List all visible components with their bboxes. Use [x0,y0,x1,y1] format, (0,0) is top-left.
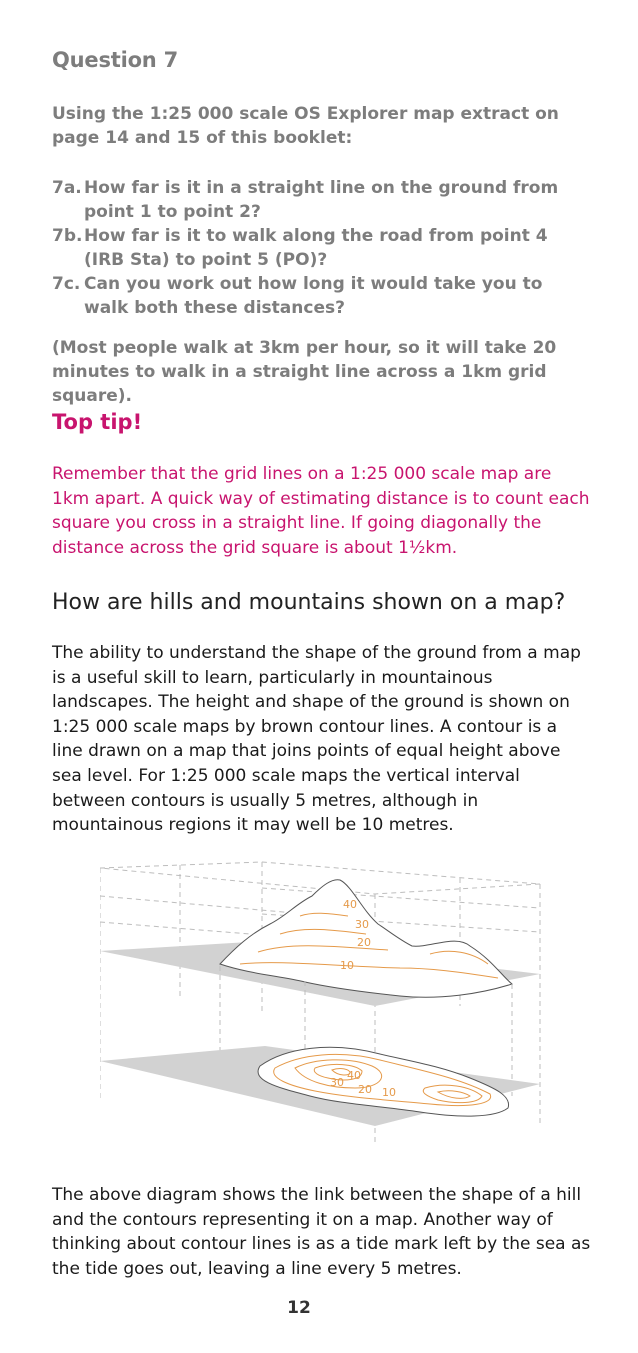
section-paragraph: The ability to understand the shape of the ground from a map is a useful skill to learn, particularly in mountainous landscapes. The height and shape of the ground is shown on 1:25 000 scale maps by brown contour lines. A contour is a line drawn on a map that joins points of equal height above sea level. For 1:25 000 scale maps the vertical interval between contours is usually 5 metres, although in mountainous regions it may well be 10 metres. [52,643,581,836]
question-item-7c [52,272,592,320]
walking-speed-note: (Most people walk at 3km per hour, so it will take 20 minutes to walk in a straight line across a 1km grid square). [52,338,557,406]
map-label: 30 [330,1076,344,1089]
question-item-7a [52,176,592,224]
section-heading: How are hills and mountains shown on a map? [52,590,566,615]
question-text: How far is it in a straight line on the ground from point 1 to point 2? [84,178,559,222]
question-list [52,176,592,320]
map-label: 10 [382,1086,396,1099]
question-number: 7a. [52,178,82,198]
question-intro: Using the 1:25 000 scale OS Explorer map extract on page 14 and 15 of this booklet: [52,104,559,148]
question-number: 7b. [52,226,83,246]
page-number: 12 [287,1298,311,1318]
question-text: How far is it to walk along the road from point 4 (IRB Sta) to point 5 (PO)? [84,226,548,270]
map-label: 40 [347,1069,361,1082]
question-item-7b [52,224,592,272]
hill-label: 20 [357,936,371,949]
hill-label: 40 [343,898,357,911]
hill-label: 10 [340,959,354,972]
contour-diagram [100,856,545,1156]
tip-title: Top tip! [52,410,143,434]
tip-body: Remember that the grid lines on a 1:25 000 scale map are 1km apart. A quick way of estimating distance is to count each square you cross in a straight line. If going diagonally the distance across the grid square is about 1½km. [52,464,590,558]
question-title: Question 7 [52,48,179,72]
diagram-caption: The above diagram shows the link between the shape of a hill and the contours representing it on a map. Another way of thinking about contour lines is as a tide mark left by the sea as the tide goes out, leaving a line every 5 metres. [52,1185,591,1279]
question-text: Can you work out how long it would take you to walk both these distances? [84,274,543,318]
question-number: 7c. [52,274,81,294]
map-label: 20 [358,1083,372,1096]
hill-label: 30 [355,918,369,931]
